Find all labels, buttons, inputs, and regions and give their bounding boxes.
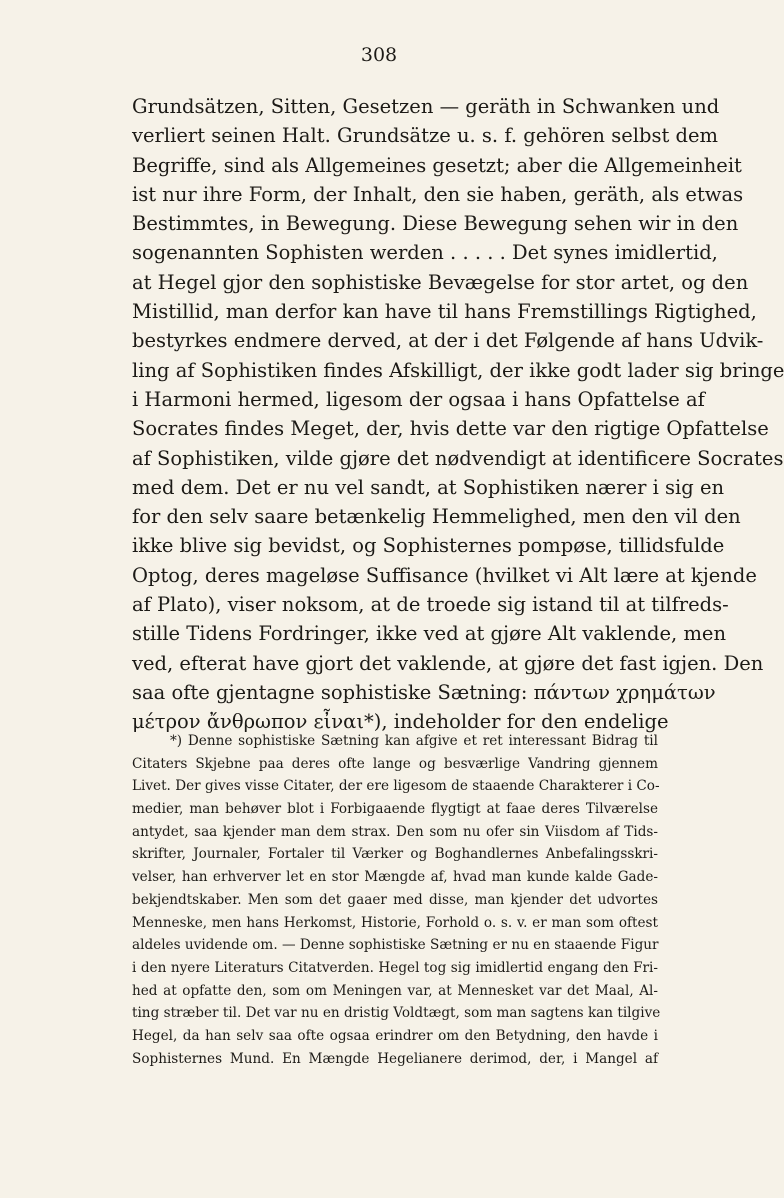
text-line: verliert seinen Halt. Grundsätze u. s. f. gehören selbst dem <box>132 124 719 148</box>
text-line: saa ofte gjentagne sophistiske Sætning: πάντων χρημάτων <box>132 680 716 704</box>
footnote-line: Menneske, men hans Herkomst, Historie, Forhold o. s. v. er man som oftest <box>132 914 658 931</box>
text-line: at Hegel gjor den sophistiske Bevægelse for stor artet, og den <box>132 270 749 294</box>
text-line: bestyrkes endmere derved, at der i det Følgende af hans Udvik- <box>132 329 764 353</box>
main-text <box>132 92 784 737</box>
footnote-line: bekjendtskaber. Men som det gaaer med disse, man kjender det udvortes <box>132 891 658 908</box>
footnote-line: Citaters Skjebne paa deres ofte lange og besværlige Vandring gjennem <box>132 755 658 772</box>
text-line: af Plato), viser noksom, at de troede sig istand til at tilfreds- <box>132 593 729 617</box>
text-line: stille Tidens Fordringer, ikke ved at gjøre Alt vaklende, men <box>132 622 727 646</box>
text-line: Socrates findes Meget, der, hvis dette var den rigtige Opfattelse <box>132 417 769 441</box>
footnote <box>132 730 661 1070</box>
footnote-line: skrifter, Journaler, Fortaler til Værker og Boghandlernes Anbefalingsskri- <box>132 846 658 863</box>
footnote-line: antydet, saa kjender man dem strax. Den som nu ofer sin Viisdom af Tids- <box>132 823 658 840</box>
text-line: i Harmoni hermed, ligesom der ogsaa i hans Opfattelse af <box>132 387 705 411</box>
footnote-line: hed at opfatte den, som om Meningen var, at Mennesket var det Maal, Al- <box>132 982 658 999</box>
footnote-line: i den nyere Literaturs Citatverden. Hegel tog sig imidlertid engang den Fri- <box>132 959 658 976</box>
footnote-line: Livet. Der gives visse Citater, der ere ligesom de staaende Charakterer i Co- <box>132 778 660 795</box>
footnote-line: Sophisternes Mund. En Mængde Hegelianere derimod, der, i Mangel af <box>132 1050 658 1067</box>
footnote-line: *) Denne sophistiske Sætning kan afgive et ret interessant Bidrag til <box>170 733 658 749</box>
footnote-line: Hegel, da han selv saa ofte ogsaa erindrer om den Betydning, den havde i <box>132 1027 658 1044</box>
text-line: ved, efterat have gjort det vaklende, at gjøre det fast igjen. Den <box>132 651 764 675</box>
text-line: Mistillid, man derfor kan have til hans Fremstillings Rigtighed, <box>132 300 757 324</box>
text-line: ling af Sophistiken findes Afskilligt, der ikke godt lader sig bringe <box>132 358 784 382</box>
text-line: μέτρον ἄνθρωπον εἶναι*), indeholder for den endelige <box>132 710 669 734</box>
text-line: ist nur ihre Form, der Inhalt, den sie haben, geräth, als etwas <box>132 182 744 206</box>
footnote-line: ting stræber til. Det var nu en dristig Voldtægt, som man sagtens kan tilgive <box>132 1005 661 1022</box>
text-line: med dem. Det er nu vel sandt, at Sophistiken nærer i sig en <box>132 475 725 499</box>
text-line: af Sophistiken, vilde gjøre det nødvendigt at identificere Socrates <box>132 446 784 470</box>
footnote-line: medier, man behøver blot i Forbigaaende flygtigt at faae deres Tilværelse <box>132 801 658 818</box>
text-line: Bestimmtes, in Bewegung. Diese Bewegung sehen wir in den <box>132 212 739 236</box>
text-line: sogenannten Sophisten werden . . . . . Det synes imidlertid, <box>132 241 718 265</box>
text-line: Optog, deres mageløse Suffisance (hvilket vi Alt lære at kjende <box>132 563 757 587</box>
text-line: Grundsätzen, Sitten, Gesetzen — geräth in Schwanken und <box>132 95 720 118</box>
text-line: Begriffe, sind als Allgemeines gesetzt; aber die Allgemeinheit <box>132 153 742 177</box>
page-number: 308 <box>360 44 398 66</box>
footnote-line: aldeles uvidende om. — Denne sophistiske Sætning er nu en staaende Figur <box>132 937 659 954</box>
text-line: for den selv saare betænkelig Hemmelighed, men den vil den <box>132 505 741 529</box>
footnote-line: velser, han erhverver let en stor Mængde af, hvad man kunde kalde Gade- <box>132 869 658 886</box>
text-line: ikke blive sig bevidst, og Sophisternes pompøse, tillidsfulde <box>132 534 725 558</box>
